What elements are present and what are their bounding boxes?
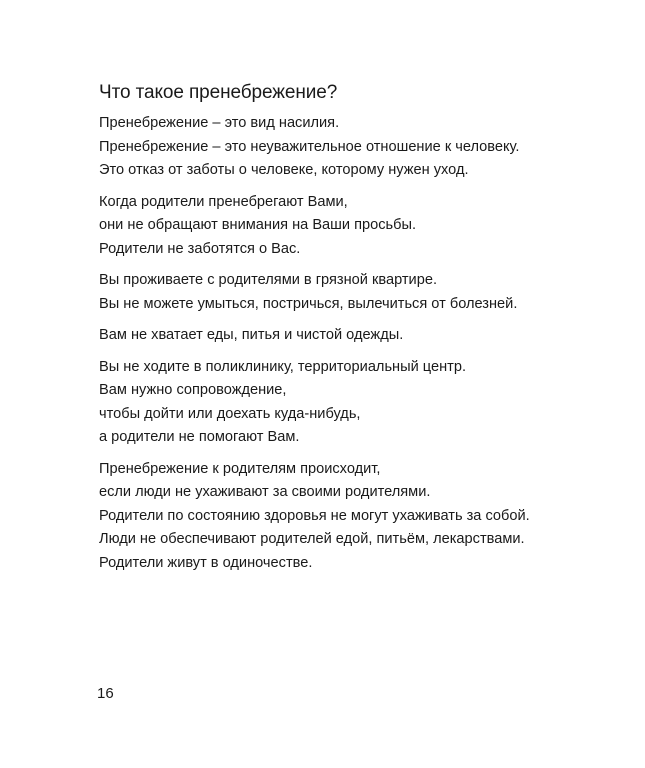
- text-line: Люди не обеспечивают родителей едой, питьём, лекарствами.: [99, 531, 525, 547]
- text-line: Вы проживаете с родителями в грязной квартире.: [99, 272, 437, 288]
- text-line: они не обращают внимания на Ваши просьбы.: [99, 217, 417, 233]
- paragraph-neglect-of-parents: [99, 458, 619, 576]
- page-title: Что такое пренебрежение?: [99, 82, 338, 103]
- text-line: если люди не ухаживают за своими родителями.: [99, 484, 431, 500]
- paragraph-living-conditions: [99, 269, 619, 316]
- page-number: 16: [97, 685, 114, 702]
- text-line: а родители не помогают Вам.: [99, 429, 300, 445]
- text-line: Пренебрежение – это вид насилия.: [99, 115, 340, 131]
- paragraph-neglect-definition: [99, 112, 619, 183]
- text-line: Пренебрежение – это неуважительное отношение к человеку.: [99, 138, 520, 155]
- text-line: Родители не заботятся о Вас.: [99, 240, 301, 257]
- text-line: чтобы дойти или доехать куда-нибудь,: [99, 405, 361, 422]
- text-line: Родители живут в одиночестве.: [99, 554, 313, 571]
- text-line: Пренебрежение к родителям происходит,: [99, 460, 381, 477]
- text-line: Вы не можете умыться, постричься, вылечиться от болезней.: [99, 295, 518, 312]
- text-line: Вы не ходите в поликлинику, территориальный центр.: [99, 358, 467, 375]
- paragraph-food-clothing: [99, 324, 619, 348]
- text-line: Когда родители пренебрегают Вами,: [99, 193, 348, 210]
- paragraph-parents-neglect: [99, 191, 619, 262]
- document-body: [99, 112, 619, 583]
- text-line: Это отказ от заботы о человеке, которому нужен уход.: [99, 162, 469, 178]
- paragraph-accompaniment: [99, 356, 619, 450]
- text-line: Вам нужно сопровождение,: [99, 382, 287, 398]
- text-line: Вам не хватает еды, питья и чистой одежды.: [99, 327, 404, 343]
- text-line: Родители по состоянию здоровья не могут ухаживать за собой.: [99, 507, 530, 524]
